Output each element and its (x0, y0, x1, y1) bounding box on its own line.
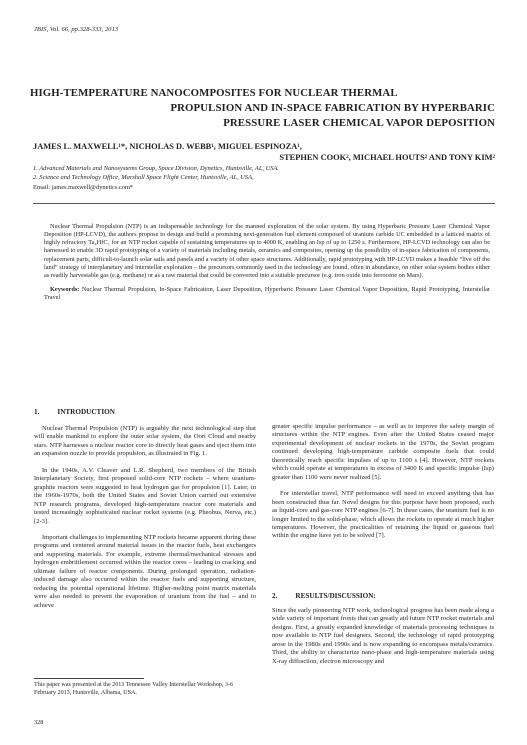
title-line-3: PRESSURE LASER CHEMICAL VAPOR DEPOSITION (223, 117, 495, 129)
affiliations (33, 164, 503, 192)
title-line-2: PROPULSION AND IN-SPACE FABRICATION BY HYPERBARIC (170, 102, 495, 114)
header-divider (33, 203, 495, 204)
right-column (272, 423, 494, 549)
intro-paragraph-1: Nuclear Thermal Propulsion (NTP) is arguably the next technological step that will enable mankind to explore the outer solar system, the Oort Cloud and nearby stars. NTP harnesses a nuclear reactor core to directly heat gases and eject them into an expansion nozzle to provide propulsion, as illustrated in Fig. 1. (34, 425, 256, 458)
footnote-divider (34, 678, 144, 679)
paper-title (30, 86, 495, 131)
results-paragraph-1: Since the early pioneering NTP work, technological progress has been made along a wide variety of important fronts that can greatly aid future NTP rocket materials and designs. First, a greatly expanded knowledge of materials processing techniques is now available to NTP fuel designers. Second, the technology of rapid prototyping arose in the 1980s and 1990s and is now expanding to encompass metals/ceramics. Third, the ability to characterize nano-phase and high-temperature materials using X-ray diffraction, electron microscopy and (272, 607, 494, 665)
abstract-text: Nuclear Thermal Propulsion (NTP) is an indispensable technology for the manned exploration of the solar system. By using Hyperbaric Pressure Laser Chemical Vapor Deposition (HP-LCVD), the authors propose to design and build a promising next-generation fuel element composed of uranium carbide UC embedded in a latticed matrix of highly refractory Ta₄HfC₅ for an NTP rocket capable of sustaining temperatures up to 4000 K, enabling an Isp of up to 1250 s. Furthermore, HP-LCVD technology can also be harnessed to enable 3D rapid prototyping of a variety of materials including metals, ceramics and composites, opening up the possibility of in-space fabrication of components, replacement parts, difficult-to-launch solar sails and panels and a variety of other space structures. Additionally, rapid prototyping with HP-LCVD makes a feasible “live off the land” strategy of interplanetary and interstellar exploration – the precursors commonly used in the technology are found, often in abundance, on other solar system bodies either as readily harvestable gas (e.g. methane) or as a raw material that could be converted into a suitable precursor (e.g. iron oxide into ferrocene on Mars). (44, 223, 490, 279)
keywords-label: Keywords: (50, 286, 80, 294)
left-column (34, 425, 256, 618)
keywords-text: Nuclear Thermal Propulsion, In-Space Fabrication, Laser Deposition, Hyperbaric Pressure Laser Chemical Vapor Deposition, Rapid Prototyping, Interstellar Travel (44, 286, 490, 302)
intro-paragraph-3: Important challenges to implementing NTP rockets became apparent during these programs and centered around material issues in the reactor fuels, heat exchangers and supporting materials. For example, extreme thermal/mechanical stresses and hydrogen embrittlement occurred within the reactor cores – leading to cracking and ultimate failure of reactor components. During prolonged operation, radiation-induced damage also occurred within the reactor fuels and supporting structure, reducing the potential operational lifetime. Higher-melting point matrix materials were also needed to prevent the evaporation of uranium from the fuel – and to achieve (34, 533, 256, 609)
section-number: 2. (272, 592, 278, 600)
abstract-block (44, 223, 490, 308)
section-title: RESULTS/DISCUSSION: (295, 592, 376, 600)
section-number: 1. (34, 408, 40, 416)
section-title: INTRODUCTION (57, 408, 115, 416)
affiliation-2: 2. Science and Technology Office, Marshall Space Flight Center, Huntsville, AL, USA, (33, 174, 254, 182)
authors-line-2: STEPHEN COOK², MICHAEL HOUTS² AND TONY KIM² (279, 152, 495, 162)
results-column (272, 607, 494, 674)
page-number: 328 (34, 719, 44, 726)
section-heading-results (272, 592, 376, 600)
keywords (44, 286, 490, 302)
authors-line-1: JAMES L. MAXWELL¹*, NICHOLAS D. WEBB¹, MIGUEL ESPINOZA¹, (33, 142, 302, 151)
section-heading-introduction (34, 408, 115, 416)
intro-paragraph-2: In the 1940s, A.V. Cleaver and L.R. Shepherd, two members of the British Interplanetary Society, first proposed solid-core NTP rockets – where uranium-graphite reactors were suggested to heat hydrogen gas for propulsion [1]. Later, in the 1960s-1970s, both the United States and Soviet Union carried out extensive NTP research programs, developed high-temperature reactor core materials and tested increasingly sophisticated nuclear rocket systems (e.g. Pheobus, Nerva, etc.) [2-3]. (34, 466, 256, 525)
title-line-1: HIGH-TEMPERATURE NANOCOMPOSITES FOR NUCLEAR THERMAL (30, 87, 398, 99)
footnote: This paper was presented at the 2013 Tennessee Valley Interstellar Workshop, 3-6 February 2013, Huntsville, Albama, USA. (34, 682, 234, 697)
intro-paragraph-continued: greater specific impulse performance – as well as to improve the safety margin of structures within the NTP engines. Even after the United States ceased major experimental development of nuclear rockets in the 1970s, the Soviet program continued developing high-temperature carbide composite fuels that could theoretically reach specific impulses of up to 1100 s [4]. However, NTP rockets which could operate at temperatures in excess of 3400 K and specific impulse (Isp) greater than 1100 were never realized [5]. (272, 423, 494, 481)
affiliation-1: 1. Advanced Materials and Nanosystems Group, Space Division, Dynetics, Huntsville, AL, USA. (33, 165, 279, 172)
author-email: Email: james.maxwell@dynetics.com* (33, 183, 134, 191)
journal-citation: JBIS, Vol. 66, pp.328-333, 2013 (34, 26, 119, 33)
author-list (33, 142, 495, 163)
intro-paragraph-4: For interstellar travel, NTP performance will need to exceed anything that has been constructed thus far. Novel designs for this purpose have been proposed, such as liquid-core and gas-core NTP engines [6-7]. In these cases, the uranium fuel is no longer limited to the solid-phase, which allows the rockets to operate at much higher temperatures. However, the practicalities of retaining the liquid or gaseous fuel within the engine have yet to be solved [7]. (272, 490, 494, 540)
